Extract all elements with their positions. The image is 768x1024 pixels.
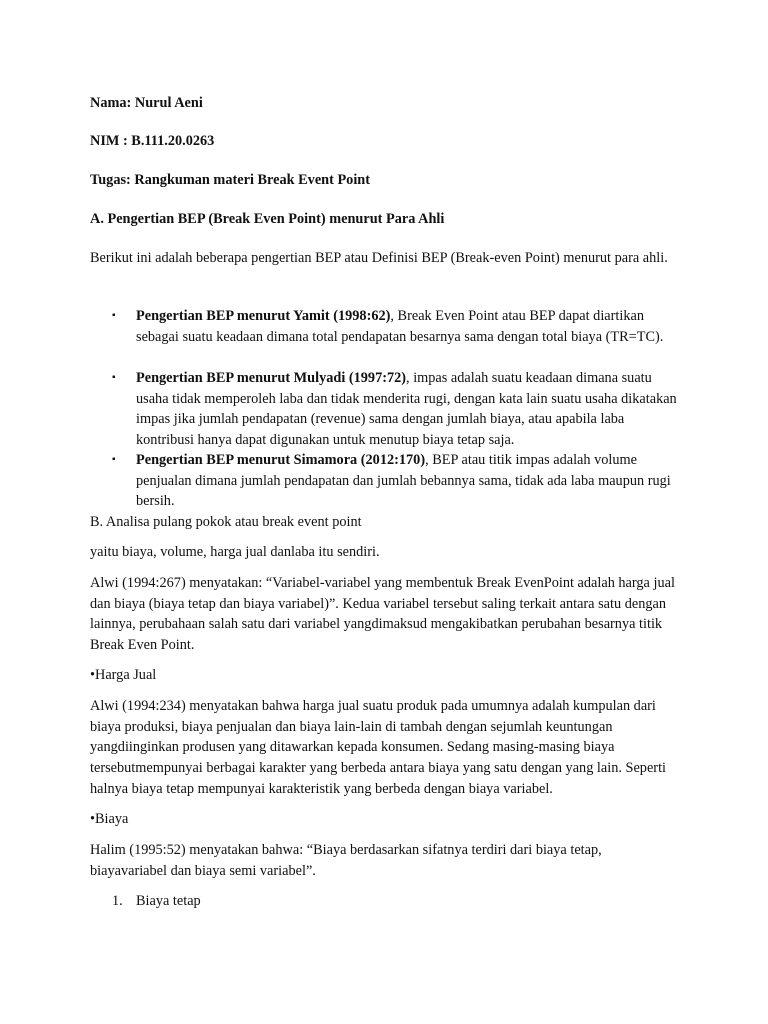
bullet-item-simamora — [136, 450, 681, 512]
bullet-bold: Pengertian BEP menurut Simamora (2012:170) — [136, 452, 426, 468]
biaya-title: •Biaya — [90, 811, 129, 827]
numbered-item-biaya-tetap: Biaya tetap — [136, 893, 201, 909]
bullet-item-mulyadi — [136, 368, 681, 451]
student-name: Nama: Nurul Aeni — [90, 95, 203, 111]
bullet-item-yamit — [136, 306, 681, 347]
bullet-marker: ▪ — [112, 310, 116, 321]
section-a-intro: Berikut ini adalah beberapa pengertian BEP atau Definisi BEP (Break-even Point) menurut para ahli. — [90, 250, 668, 266]
bullet-body: , BEP atau titik impas adalah volume penjualan dimana jumlah pendapatan dan jumlah bebannya sama, tidak ada laba maupun rugi bersih. — [136, 452, 671, 510]
section-b-paragraph-2: Alwi (1994:267) menyatakan: “Variabel-variabel yang membentuk Break EvenPoint adalah harga jual dan biaya (biaya tetap dan biaya variabel)”. Kedua variabel tersebut saling terkait antara satu dengan lainnya, perubahaan salah satu dari variabel yangdimaksud mengakibatkan perubahan besarnya titik Break Even Point. — [90, 575, 675, 654]
harga-jual-title: •Harga Jual — [90, 667, 157, 683]
numbered-marker: 1. — [112, 893, 123, 909]
bullet-marker: ▪ — [112, 372, 116, 383]
harga-jual-paragraph: Alwi (1994:234) menyatakan bahwa harga jual suatu produk pada umumnya adalah kumpulan dari biaya produksi, biaya penjualan dan biaya lain-lain di tambah dengan sejumlah keuntungan yangdiinginkan produsen yang ditawarkan kepada konsumen. Sedang masing-masing biaya tersebutmempunyai berbagai karakter yang berbeda antara biaya yang satu dengan yang lain. Seperti halnya biaya tetap mempunyai karakteristik yang berbeda dengan biaya variabel. — [90, 698, 667, 797]
section-a-heading: A. Pengertian BEP (Break Even Point) menurut Para Ahli — [90, 211, 445, 227]
section-b-paragraph-1: yaitu biaya, volume, harga jual danlaba itu sendiri. — [90, 544, 380, 560]
bullet-body: , impas adalah suatu keadaan dimana suatu usaha tidak memperoleh laba dan tidak menderita rugi, dengan kata lain suatu usaha dikatakan impas jika jumlah pendapatan (revenue) sama dengan jumlah biaya, atau apabila laba kontribusi hanya dapat digunakan untuk menutup biaya tetap saja. — [136, 370, 677, 449]
bullet-bold: Pengertian BEP menurut Yamit (1998:62) — [136, 308, 391, 324]
section-b-heading: B. Analisa pulang pokok atau break event point — [90, 514, 362, 530]
bullet-marker: ▪ — [112, 454, 116, 465]
biaya-paragraph: Halim (1995:52) menyatakan bahwa: “Biaya berdasarkan sifatnya terdiri dari biaya tetap, biayavariabel dan biaya semi variabel”. — [90, 842, 602, 879]
assignment-title: Tugas: Rangkuman materi Break Event Point — [90, 172, 371, 188]
student-nim: NIM : B.111.20.0263 — [90, 133, 215, 149]
bullet-body: , Break Even Point atau BEP dapat diartikan sebagai suatu keadaan dimana total pendapatan besarnya sama dengan total biaya (TR=TC). — [136, 308, 664, 345]
bullet-bold: Pengertian BEP menurut Mulyadi (1997:72) — [136, 370, 407, 386]
